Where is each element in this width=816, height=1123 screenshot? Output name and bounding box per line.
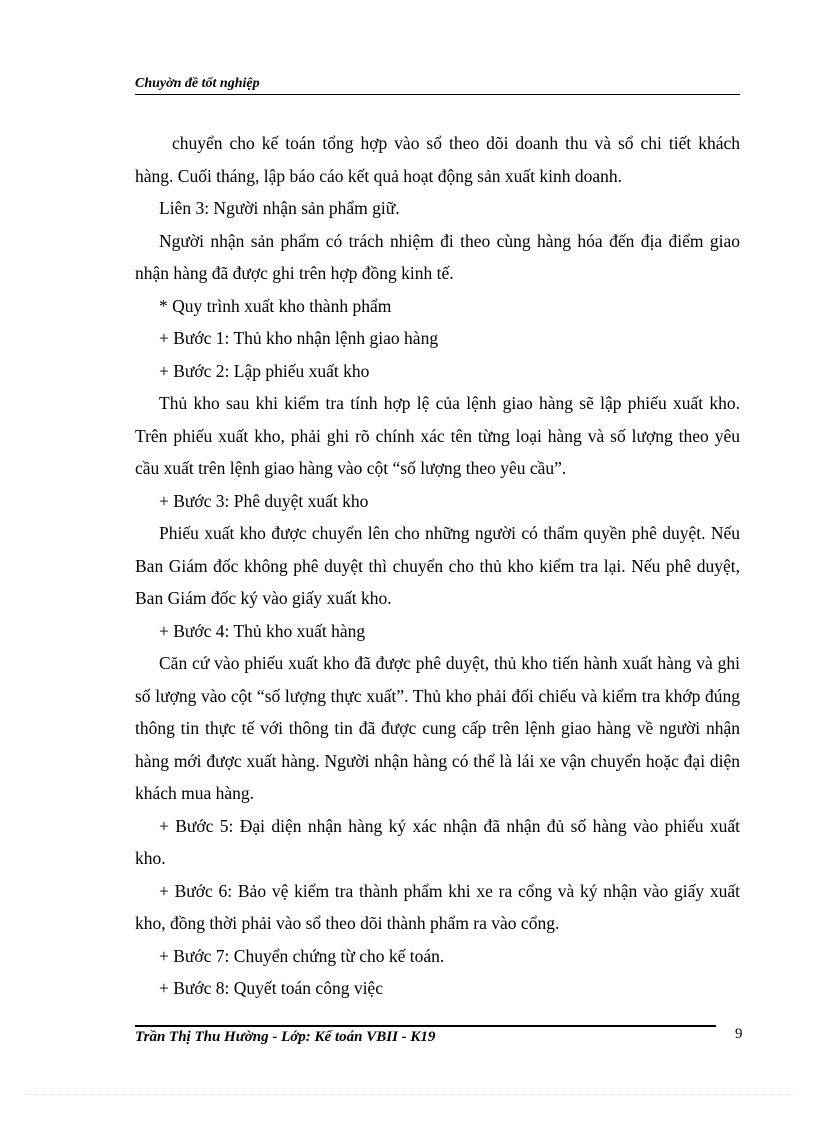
paragraph: + Bước 6: Bảo vệ kiểm tra thành phẩm khi xe ra cổng và ký nhận vào giấy xuất kho, đồng thời phải vào sổ theo dõi thành phẩm ra vào cổng. xyxy=(135,880,740,933)
paragraph: + Bước 5: Đại diện nhận hàng ký xác nhận đã nhận đủ số hàng vào phiếu xuất kho. xyxy=(135,815,740,868)
page-edge-divider xyxy=(24,1094,794,1095)
paragraph: + Bước 4: Thủ kho xuất hàng xyxy=(159,620,366,641)
page-number: 9 xyxy=(735,1026,743,1042)
paragraph: + Bước 8: Quyết toán công việc xyxy=(159,978,383,998)
paragraph: Căn cứ vào phiếu xuất kho đã được phê duyệt, thủ kho tiến hành xuất hàng và ghi số lượng vào cột “số lượng thực xuất”. Thủ kho phải đối chiếu và kiểm tra khớp đúng thông tin thực tế với thông tin đã được cung cấp trên lệnh giao hàng về người nhận hàng mới được xuất hàng. Người nhận hàng có thể là lái xe vận chuyển hoặc đại diện khách mua hàng. xyxy=(135,653,740,803)
header-title: Chuyờn đề tốt nghiệp xyxy=(135,76,260,91)
paragraph: + Bước 1: Thủ kho nhận lệnh giao hàng xyxy=(159,328,439,348)
paragraph: chuyển cho kế toán tổng hợp vào sổ theo dõi doanh thu và sổ chi tiết khách hàng. Cuối tháng, lập báo cáo kết quả hoạt động sản xuất kinh doanh. xyxy=(135,133,740,186)
paragraph: * Quy trình xuất kho thành phẩm xyxy=(159,295,392,316)
paragraph: + Bước 7: Chuyển chứng từ cho kế toán. xyxy=(159,945,445,966)
page-header xyxy=(135,76,740,95)
paragraph: Phiếu xuất kho được chuyển lên cho những người có thẩm quyền phê duyệt. Nếu Ban Giám đốc không phê duyệt thì chuyển cho thủ kho kiểm tra lại. Nếu phê duyệt, Ban Giám đốc ký vào giấy xuất kho. xyxy=(135,523,740,608)
paragraph: + Bước 3: Phê duyệt xuất kho xyxy=(159,490,369,511)
paragraph: + Bước 2: Lập phiếu xuất kho xyxy=(159,360,370,381)
body-text xyxy=(135,127,740,1005)
paragraph: Thủ kho sau khi kiểm tra tính hợp lệ của lệnh giao hàng sẽ lập phiếu xuất kho. Trên phiếu xuất kho, phải ghi rõ chính xác tên từng loại hàng và số lượng theo yêu cầu xuất trên lệnh giao hàng vào cột “số lượng theo yêu cầu”. xyxy=(135,393,740,478)
paragraph: Người nhận sản phẩm có trách nhiệm đi theo cùng hàng hóa đến địa điểm giao nhận hàng đã được ghi trên hợp đồng kinh tế. xyxy=(135,230,740,283)
footer-rule xyxy=(135,1025,716,1027)
footer-author: Trần Thị Thu Hường - Lớp: Kế toán VBII - K19 xyxy=(135,1029,436,1045)
paragraph: Liên 3: Người nhận sản phẩm giữ. xyxy=(159,198,400,218)
